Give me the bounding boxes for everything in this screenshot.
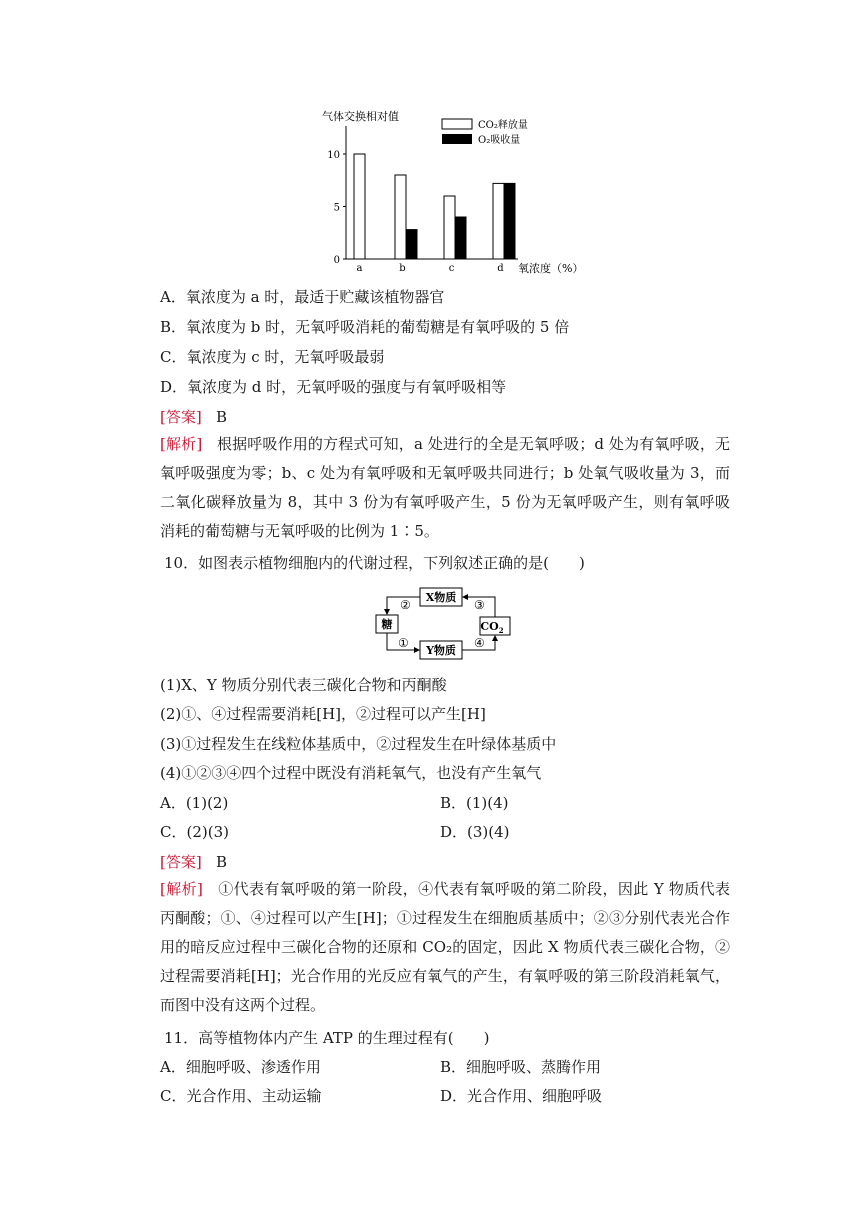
bar-c-co2 (444, 196, 455, 259)
analysis-tag: [解析] (160, 880, 203, 898)
bar-d-co2 (493, 183, 504, 259)
bar-b-o2 (406, 230, 417, 259)
q10-option-c: C．(2)(3) (160, 823, 229, 841)
q9-option-a: A．氧浓度为 a 时，最适于贮藏该植物器官 (160, 288, 445, 306)
x-tick-label: d (497, 263, 504, 274)
legend-label-co2: CO₂释放量 (478, 120, 528, 131)
bar-c-o2 (455, 217, 466, 259)
label-1: ① (398, 636, 409, 650)
q9-option-b: B．氧浓度为 b 时，无氧呼吸消耗的葡萄糖是有氧呼吸的 5 倍 (160, 318, 570, 336)
analysis-text: ①代表有氧呼吸的第一阶段，④代表有氧呼吸的第二阶段，因此 Y 物质代表丙酮酸；①、④过程可以产生[H]；①过程发生在细胞质基质中；②③分别代表光合作用的暗反应过程中三碳化合物的还原和 CO₂的固定，因此 X 物质代表三碳化合物，②过程需要消耗[H]；光合作用的光反应有氧气的产生，有氧呼吸的第三阶段消耗氧气，而图中没有这两个过程。 (160, 880, 730, 1014)
legend-swatch-co2 (442, 119, 472, 129)
label-3: ③ (474, 598, 485, 612)
q10-statement-3: (3)①过程发生在线粒体基质中，②过程发生在叶绿体基质中 (160, 735, 557, 753)
metabolism-diagram (370, 584, 520, 664)
y-tick-label: 10 (327, 150, 340, 161)
q10-analysis (160, 875, 730, 1020)
analysis-text: 根据呼吸作用的方程式可知，a 处进行的全是无氧呼吸；d 处为有氧呼吸，无氧呼吸强度为零；b、c 处为有氧呼吸和无氧呼吸共同进行；b 处氧气吸收量为 3，而二氧化碳释放量为 8，其中 3 份为有氧呼吸产生，5 份为无氧呼吸产生，则有氧呼吸消耗的葡萄糖与无氧呼吸的比例为 1∶5。 (160, 435, 730, 540)
co2-label: $CO_2$ (480, 620, 504, 635)
q10-statement-2: (2)①、④过程需要消耗[H]，②过程可以产生[H] (160, 705, 486, 723)
bar-d-o2 (504, 183, 515, 259)
bar-b-co2 (395, 175, 406, 259)
x-tick-label: a (356, 263, 363, 274)
q10-statement-4: (4)①②③④四个过程中既没有消耗氧气，也没有产生氧气 (160, 764, 542, 782)
label-2: ② (400, 598, 411, 612)
legend-label-o2: O₂吸收量 (478, 135, 521, 146)
y-axis-label: 气体交换相对值 (322, 110, 399, 123)
gas-exchange-chart (318, 106, 598, 281)
q11-option-a: A．细胞呼吸、渗透作用 (160, 1058, 321, 1076)
answer-value: B (216, 853, 228, 871)
answer-value: B (216, 408, 228, 426)
q9-analysis (160, 430, 730, 546)
q10-answer (160, 851, 227, 873)
y-substance-label: Y物质 (426, 644, 456, 657)
answer-tag: [答案] (160, 408, 202, 426)
q11-option-d: D．光合作用、细胞呼吸 (440, 1087, 603, 1105)
x-substance-label: X物质 (425, 591, 457, 604)
x-tick-label: b (399, 263, 406, 274)
q10-option-b: B．(1)(4) (440, 794, 509, 812)
answer-tag: [答案] (160, 853, 202, 871)
analysis-tag: [解析] (160, 435, 203, 453)
q10-option-d: D．(3)(4) (440, 823, 510, 841)
label-4: ④ (474, 636, 485, 650)
y-tick-label: 0 (333, 255, 340, 266)
q11-option-c: C．光合作用、主动运输 (160, 1087, 322, 1105)
x-axis-label: 氧浓度（%） (518, 262, 584, 275)
q9-answer (160, 406, 227, 428)
sugar-label: 糖 (381, 618, 393, 631)
q10-stem: 10．如图表示植物细胞内的代谢过程，下列叙述正确的是( ) (164, 554, 585, 572)
y-tick-label: 5 (333, 202, 340, 214)
q9-option-d: D．氧浓度为 d 时，无氧呼吸的强度与有氧呼吸相等 (160, 378, 507, 396)
q11-stem: 11．高等植物体内产生 ATP 的生理过程有( ) (164, 1029, 490, 1047)
q10-statement-1: (1)X、Y 物质分别代表三碳化合物和丙酮酸 (160, 676, 447, 694)
bar-a-co2 (354, 154, 365, 259)
x-tick-label: c (448, 263, 455, 274)
legend-swatch-o2 (442, 134, 472, 144)
q11-option-b: B．细胞呼吸、蒸腾作用 (440, 1058, 602, 1076)
q9-option-c: C．氧浓度为 c 时，无氧呼吸最弱 (160, 348, 385, 366)
q10-option-a: A．(1)(2) (160, 794, 229, 812)
